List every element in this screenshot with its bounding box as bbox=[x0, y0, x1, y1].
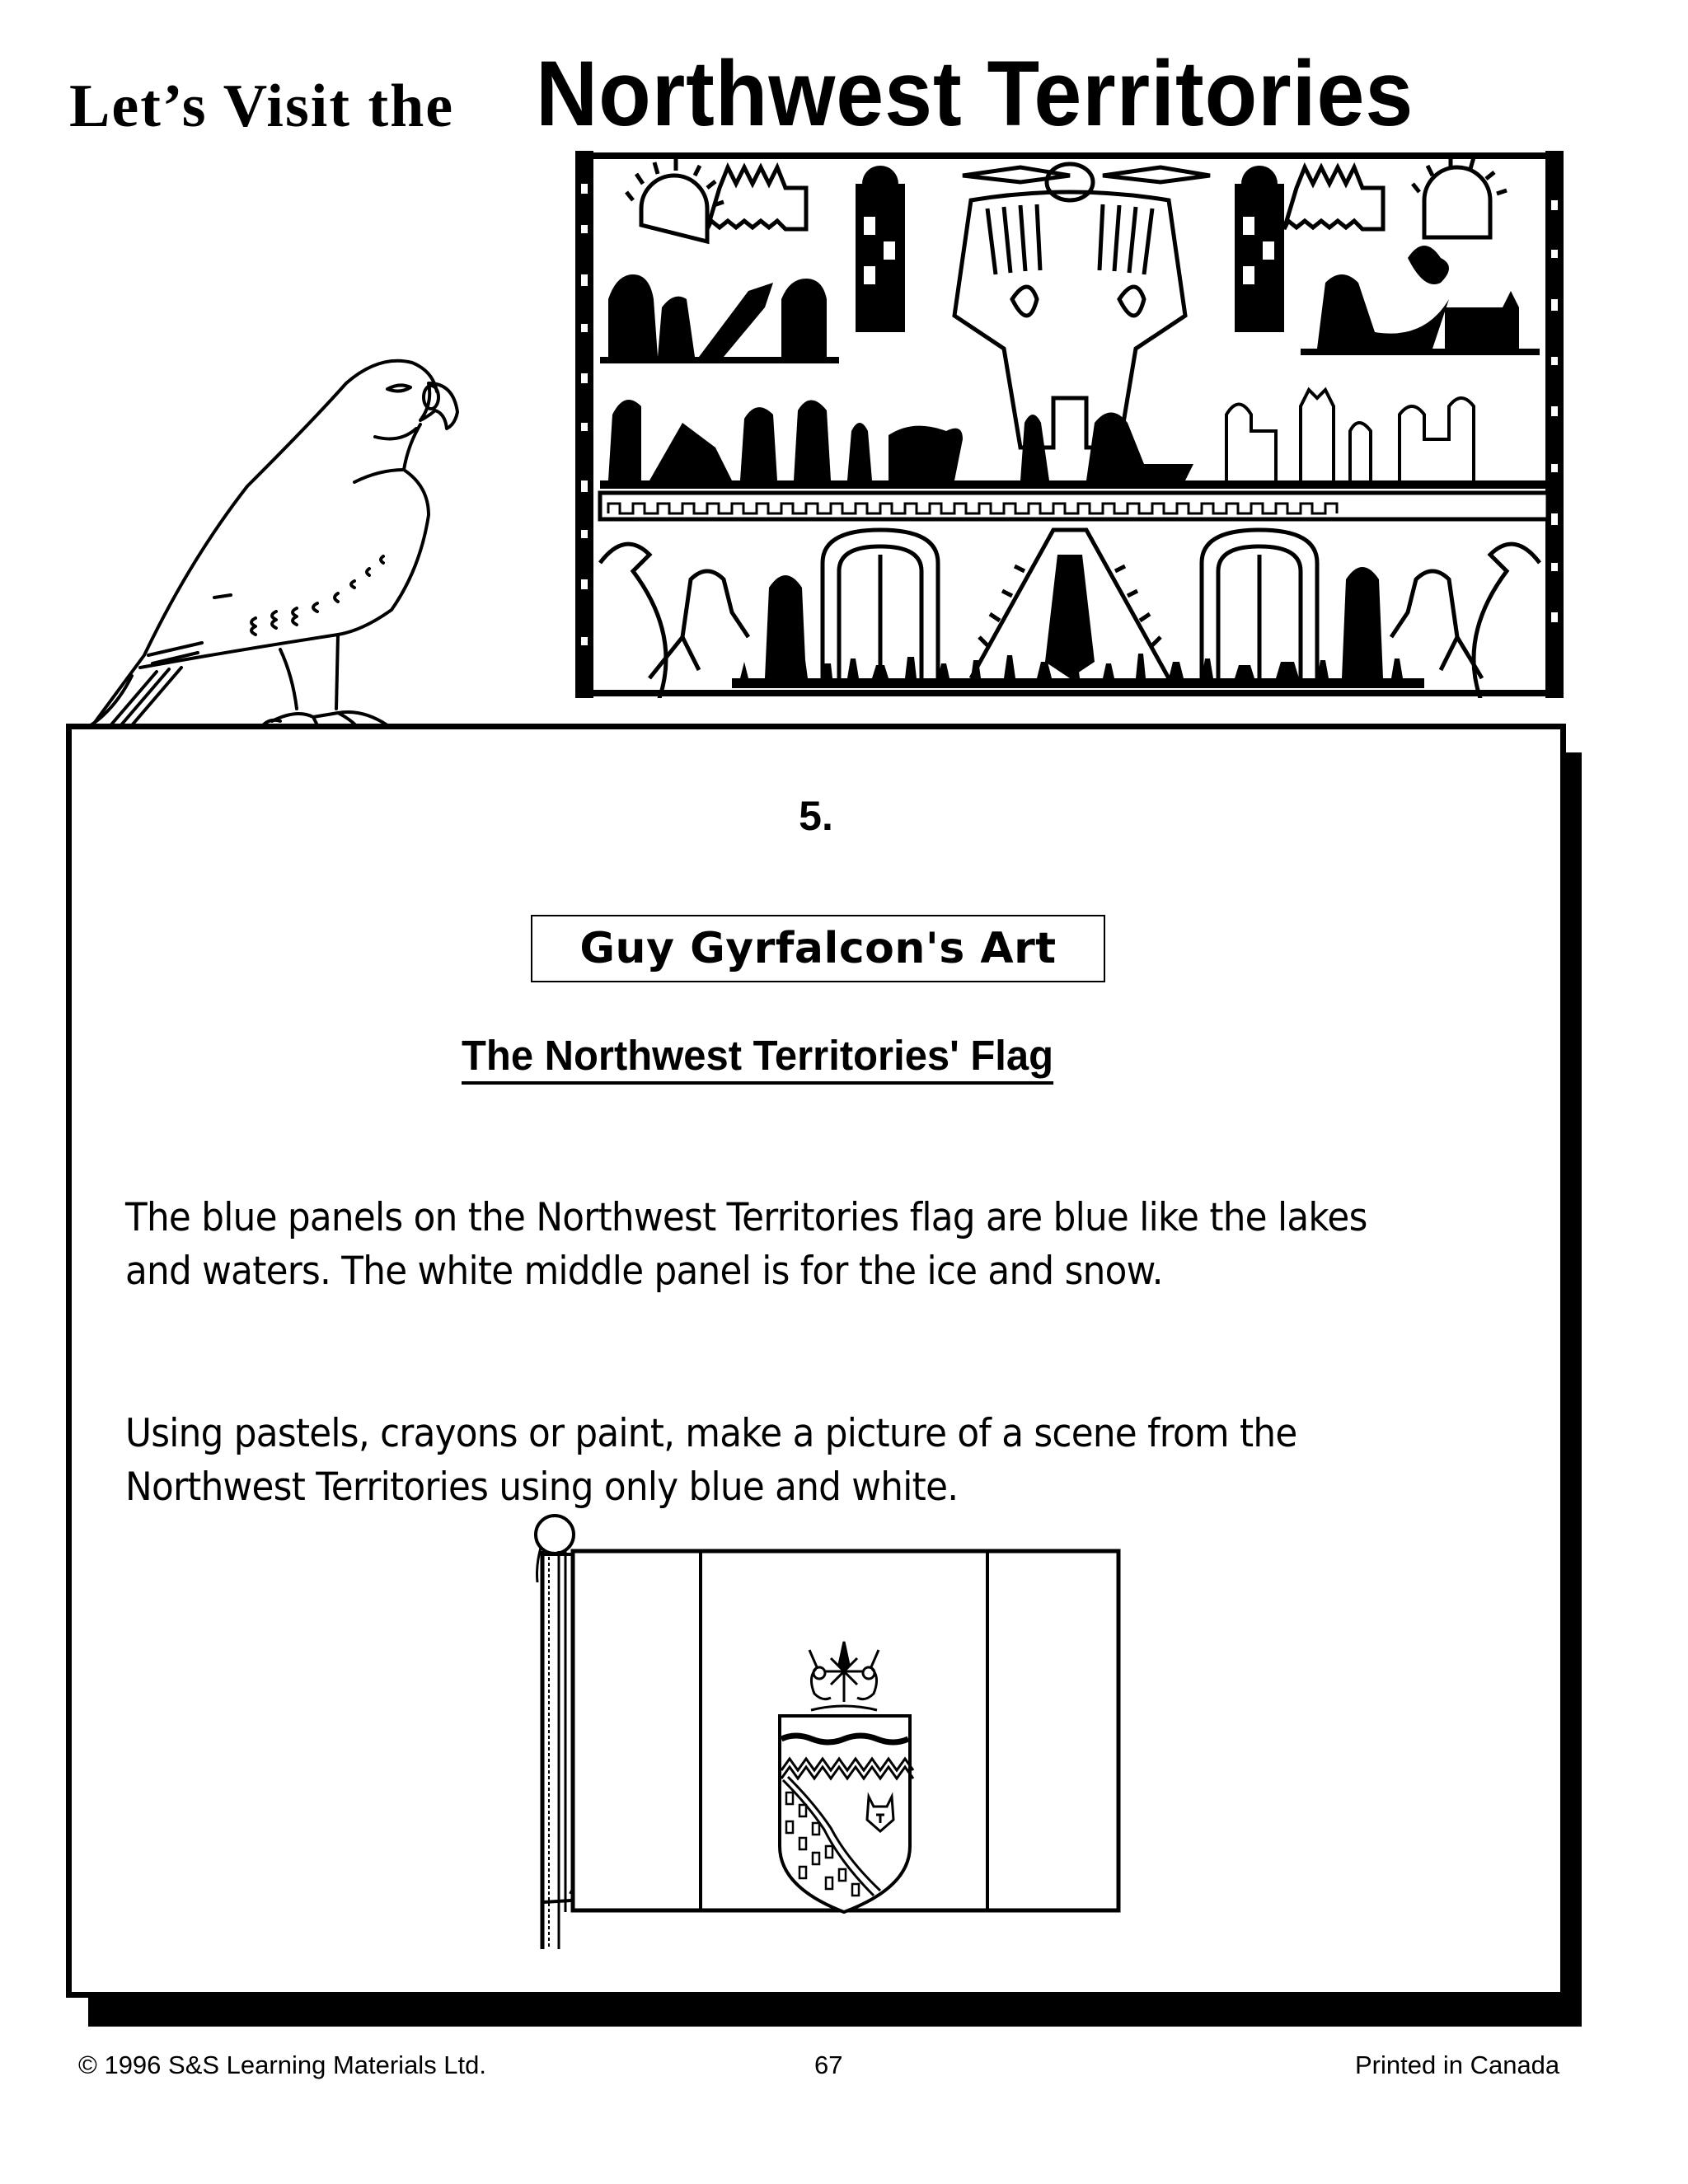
copyright-notice: © 1996 S&S Learning Materials Ltd. bbox=[78, 2050, 487, 2079]
section-title: Guy Gyrfalcon's Art bbox=[579, 924, 1057, 973]
page-title: Northwest Territories bbox=[536, 42, 1414, 145]
title-prefix: Let’s Visit the bbox=[69, 73, 455, 140]
tapestry-illustration bbox=[575, 151, 1564, 698]
activity-subtitle: The Northwest Territories' Flag bbox=[462, 1034, 1053, 1085]
activity-number: 5. bbox=[799, 793, 833, 839]
instruction-paragraph: The blue panels on the Northwest Territories flag are blue like the lakes and waters. The white middle panel is for the ice and snow. bbox=[125, 1195, 1367, 1294]
instruction-paragraph: Using pastels, crayons or paint, make a picture of a scene from the Northwest Territories using only blue and white. bbox=[125, 1411, 1297, 1510]
nwt-flag-illustration bbox=[511, 1500, 1137, 1961]
page-number: 67 bbox=[814, 2050, 843, 2079]
section-title-box bbox=[531, 915, 1105, 982]
printed-in-notice: Printed in Canada bbox=[1355, 2050, 1560, 2079]
gyrfalcon-illustration bbox=[66, 346, 495, 738]
